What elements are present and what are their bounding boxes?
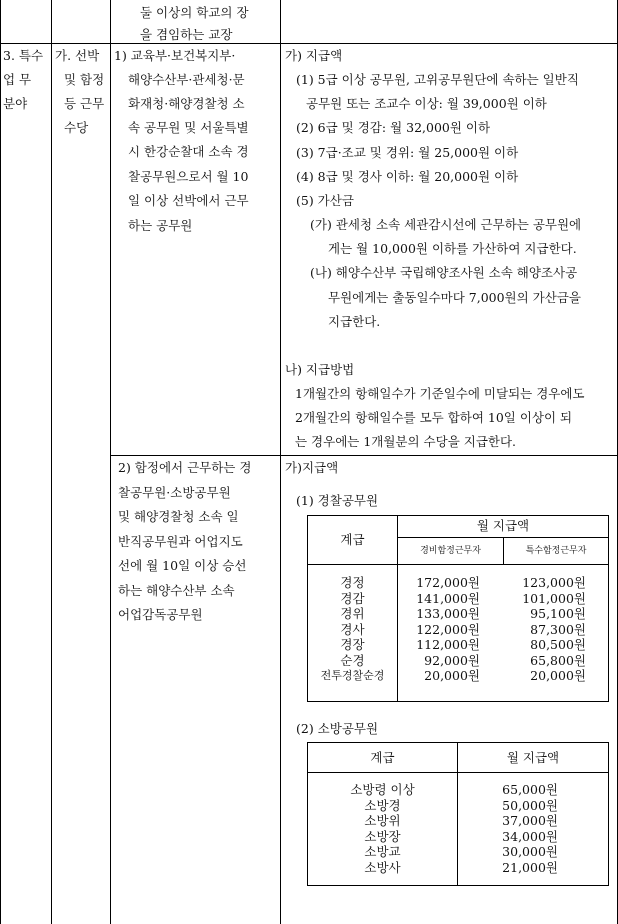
police-grade-column [308,575,397,684]
fire-col-grade: 계급 [370,750,395,765]
police-amount-b-column: 123,000원 101,000원 95,100원 87,300원 80,500원 65,800원 20,000원 [522,575,586,683]
pay-amount-2-heading: 가)지급액 [285,460,339,475]
grid-line [280,0,281,924]
police-col-monthly: 월 지급액 [476,518,530,533]
table-row: 경장 [340,637,365,652]
grid-line [0,43,618,44]
table-row: 소방장 [364,828,401,844]
fire-col-monthly: 월 지급액 [506,750,560,765]
grid-line [110,0,111,924]
table-row: 경사 [340,621,365,637]
police-subcol-special: 특수함정근무자 [525,546,587,556]
police-amount-a-column: 172,000원 141,000원 133,000원 122,000원 112,000원 92,000원 20,000원 [416,575,480,683]
table-row: 소방령 이상 [350,782,415,797]
fire-table-divider [307,772,608,773]
fire-grade-column [308,782,457,875]
grid-line [0,0,1,924]
grid-line [110,455,618,456]
police-table-divider [307,564,608,565]
police-subcol-patrol: 경비함정근무자 [420,546,481,556]
table-row: 경감 [340,590,365,606]
table-row: 소방위 [364,813,401,828]
table-row: 전투경찰순경 [320,669,385,682]
fire-heading: (2) 소방공무원 [296,721,379,736]
fire-amount-column: 65,000원 50,000원 37,000원 34,000원 30,000원 21,000원 [502,782,558,875]
table-row: 소방교 [364,844,401,859]
grid-line [51,0,52,924]
table-row: 소방사 [364,859,401,875]
table-row: 경정 [340,575,365,590]
top-row-line: 을 겸임하는 교장 [140,27,233,42]
police-heading: (1) 경찰공무원 [296,493,379,508]
top-row-line: 둘 이상의 학교의 장 [140,5,249,20]
table-row: 소방경 [364,797,401,813]
table-row: 순경 [340,652,365,668]
table-row: 경위 [340,606,365,621]
police-col-grade: 계급 [340,532,365,547]
